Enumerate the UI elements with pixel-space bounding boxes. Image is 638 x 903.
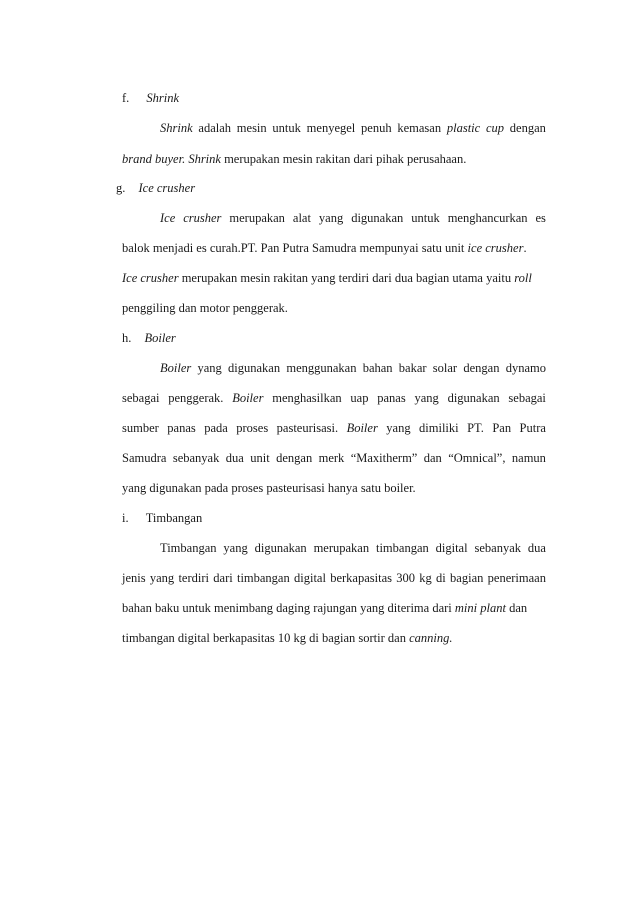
word: menyegel bbox=[306, 121, 356, 135]
text: yang digunakan pada proses pasteurisasi hanya satu boiler. bbox=[122, 481, 416, 495]
section-label: i. bbox=[122, 511, 129, 525]
paragraph-line bbox=[122, 240, 527, 256]
section-label: h. bbox=[122, 331, 132, 345]
section-label: g. bbox=[116, 181, 126, 195]
word: terdiri bbox=[178, 571, 209, 585]
word: penggerak. bbox=[168, 391, 224, 405]
italic-text: canning. bbox=[409, 631, 453, 645]
word: Shrink bbox=[160, 121, 193, 135]
word: timbangan bbox=[236, 571, 290, 585]
text: timbangan digital berkapasitas 10 kg di bagian sortir dan bbox=[122, 631, 406, 645]
word: Samudra bbox=[122, 451, 167, 465]
paragraph-line bbox=[122, 420, 546, 436]
word: yang bbox=[149, 571, 175, 585]
word: dua bbox=[225, 451, 244, 465]
word: kg bbox=[419, 571, 432, 585]
word: penuh bbox=[361, 121, 392, 135]
word: unit bbox=[250, 451, 270, 465]
paragraph-line bbox=[122, 450, 546, 466]
word: dimiliki bbox=[419, 421, 459, 435]
section-f-heading bbox=[122, 90, 179, 106]
word: Boiler bbox=[346, 421, 378, 435]
paragraph-line bbox=[160, 120, 546, 136]
word: dengan bbox=[463, 361, 500, 375]
word: mesin bbox=[236, 121, 267, 135]
italic-text: brand buyer. Shrink bbox=[122, 152, 221, 166]
word: sebagai bbox=[122, 391, 160, 405]
word: digital bbox=[435, 541, 468, 555]
word: bakar bbox=[398, 361, 427, 375]
section-title: Ice crusher bbox=[138, 181, 196, 195]
word: kemasan bbox=[397, 121, 442, 135]
section-g-heading bbox=[116, 180, 195, 196]
word: sebanyak bbox=[172, 451, 220, 465]
paragraph-line bbox=[122, 600, 527, 616]
word: untuk bbox=[272, 121, 301, 135]
word: merupakan bbox=[229, 211, 285, 225]
word: “Omnical”, bbox=[448, 451, 506, 465]
word: dynamo bbox=[505, 361, 546, 375]
word: berkapasitas bbox=[330, 571, 392, 585]
word: untuk bbox=[411, 211, 440, 225]
word: dengan bbox=[509, 121, 546, 135]
paragraph-line bbox=[160, 360, 546, 376]
word: Ice bbox=[160, 211, 176, 225]
word: plastic bbox=[446, 121, 481, 135]
word: dengan bbox=[276, 451, 313, 465]
word: alat bbox=[292, 211, 311, 225]
italic-text: mini plant bbox=[454, 601, 506, 615]
word: di bbox=[436, 571, 446, 585]
word: 300 bbox=[396, 571, 416, 585]
word: menghasilkan bbox=[272, 391, 342, 405]
text: merupakan mesin rakitan dari pihak perusahaan. bbox=[224, 152, 467, 166]
paragraph-line bbox=[160, 540, 546, 556]
italic-text: ice crusher bbox=[467, 241, 524, 255]
word: merk bbox=[318, 451, 345, 465]
section-title: Boiler bbox=[144, 331, 176, 345]
word: dari bbox=[213, 571, 233, 585]
section-title: Shrink bbox=[146, 91, 180, 105]
paragraph-line bbox=[122, 390, 546, 406]
word: crusher bbox=[183, 211, 222, 225]
word: yang bbox=[197, 361, 222, 375]
word: pasteurisasi. bbox=[276, 421, 339, 435]
word: Pan bbox=[492, 421, 512, 435]
word: penerimaan bbox=[487, 571, 546, 585]
word: bagian bbox=[450, 571, 484, 585]
word: bahan bbox=[362, 361, 393, 375]
word: digital bbox=[294, 571, 326, 585]
word: cup bbox=[485, 121, 505, 135]
word: solar bbox=[432, 361, 458, 375]
word: panas bbox=[167, 421, 196, 435]
word: Boiler bbox=[160, 361, 192, 375]
italic-text: Ice crusher bbox=[122, 271, 179, 285]
section-title: Timbangan bbox=[145, 511, 203, 525]
section-h-heading bbox=[122, 330, 176, 346]
word: sebagai bbox=[508, 391, 546, 405]
word: proses bbox=[236, 421, 269, 435]
word: digunakan bbox=[254, 541, 307, 555]
paragraph-line bbox=[122, 570, 546, 586]
word: uap bbox=[350, 391, 369, 405]
text: dan bbox=[509, 601, 528, 615]
word: Putra bbox=[519, 421, 546, 435]
text: balok menjadi es curah.PT. Pan Putra Samudra mempunyai satu unit bbox=[122, 241, 465, 255]
section-i-heading bbox=[122, 510, 202, 526]
paragraph-line bbox=[122, 300, 288, 316]
word: timbangan bbox=[375, 541, 429, 555]
text: . bbox=[523, 241, 527, 255]
word: sumber bbox=[122, 421, 159, 435]
word: Timbangan bbox=[160, 541, 217, 555]
section-label: f. bbox=[122, 91, 130, 105]
word: Boiler bbox=[232, 391, 264, 405]
word: digunakan bbox=[351, 211, 404, 225]
word: PT. bbox=[467, 421, 484, 435]
word: yang bbox=[318, 211, 344, 225]
word: pada bbox=[204, 421, 228, 435]
word: sebanyak bbox=[474, 541, 521, 555]
word: digunakan bbox=[228, 361, 281, 375]
word: panas bbox=[377, 391, 406, 405]
word: yang bbox=[414, 391, 439, 405]
word: yang bbox=[223, 541, 248, 555]
italic-text: roll bbox=[514, 271, 532, 285]
word: adalah bbox=[198, 121, 232, 135]
paragraph-line bbox=[122, 480, 416, 496]
word: dan bbox=[423, 451, 442, 465]
paragraph-line bbox=[160, 210, 546, 226]
word: jenis bbox=[122, 571, 146, 585]
paragraph-line bbox=[122, 630, 453, 646]
text: penggiling dan motor penggerak. bbox=[122, 301, 288, 315]
word: dua bbox=[527, 541, 546, 555]
word: namun bbox=[511, 451, 546, 465]
word: es bbox=[535, 211, 546, 225]
word: menggunakan bbox=[286, 361, 357, 375]
word: digunakan bbox=[447, 391, 500, 405]
word: merupakan bbox=[313, 541, 370, 555]
word: “Maxitherm” bbox=[350, 451, 418, 465]
paragraph-line bbox=[122, 151, 466, 167]
word: yang bbox=[386, 421, 411, 435]
paragraph-line bbox=[122, 270, 532, 286]
text: bahan baku untuk menimbang daging rajungan yang diterima dari bbox=[122, 601, 452, 615]
text: merupakan mesin rakitan yang terdiri dari dua bagian utama yaitu bbox=[181, 271, 512, 285]
word: menghancurkan bbox=[447, 211, 528, 225]
